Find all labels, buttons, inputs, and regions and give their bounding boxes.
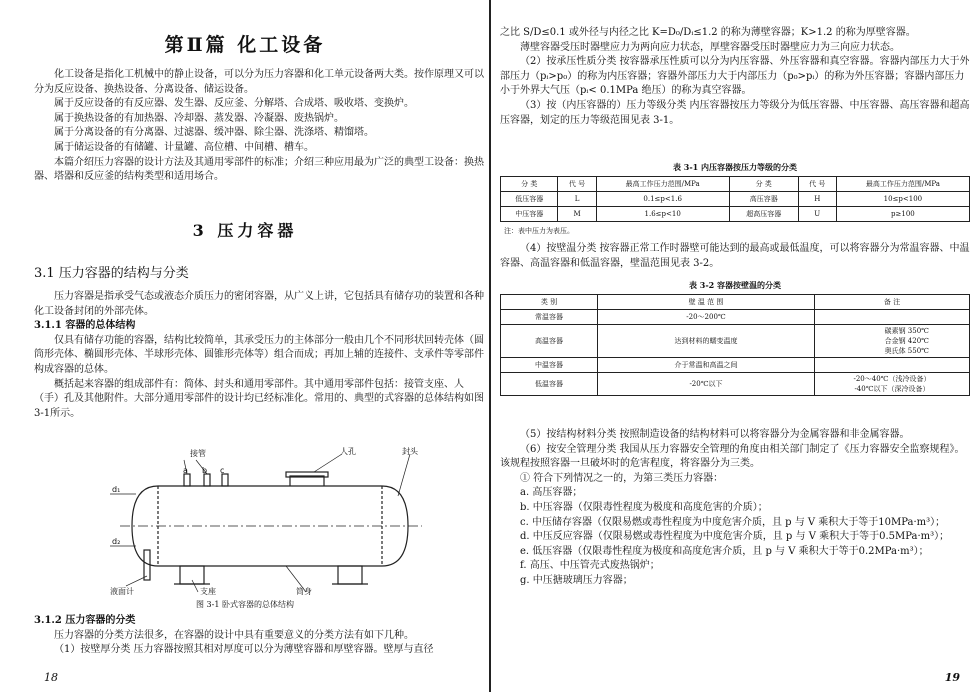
- intro-para: 属于分离设备的有分离器、过滤器、缓冲器、除尘器、洗涤塔、精馏塔。: [54, 127, 374, 139]
- table-cell: -20～200℃: [598, 310, 815, 325]
- label-manhole: 人孔: [340, 447, 356, 456]
- body-para: （4）按壁温分类 按容器正常工作时器壁可能达到的最高或最低温度，可以将容器分为常温容器、中温容器、高温容器和低温容器，壁温范围见表 3-2。: [500, 243, 970, 269]
- body-para: （5）按结构材料分类 按照制造设备的结构材料可以将容器分为金属容器和非金属容器。: [520, 429, 910, 440]
- subsection-title: 3.1.2 压力容器的分类: [34, 615, 136, 626]
- label-c: c: [220, 466, 225, 475]
- table-row: [501, 325, 970, 358]
- section-para: 压力容器是指承受气态或液态介质压力的密闭容器，从广义上讲，它包括具有储存功的装置和各种化工设备封闭的外部壳体。: [34, 291, 484, 317]
- list-item: b. 中压容器（仅限毒性程度为极度和高度危害的介质）；: [520, 501, 768, 513]
- label-d2: d₂: [112, 537, 121, 546]
- table-cell: 高压容器: [729, 192, 798, 207]
- table-cell: 低温容器: [501, 373, 598, 396]
- table-cell: 低压容器: [501, 192, 558, 207]
- label-support: 支座: [200, 587, 216, 596]
- table-cell: 中温容器: [501, 358, 598, 373]
- table1-caption: 表 3-1 内压容器按压力等级的分类: [672, 162, 798, 172]
- vessel-figure: [110, 446, 440, 596]
- table-header: 备 注: [815, 295, 970, 310]
- page-spine: [489, 0, 491, 692]
- table-header: 代 号: [558, 177, 596, 192]
- table-cell: 高温容器: [501, 325, 598, 358]
- table-row: [501, 310, 970, 325]
- table-cell: U: [798, 207, 836, 222]
- chapter-title: 3 压力容器: [192, 221, 298, 240]
- body-para: ① 符合下列情况之一的，为第三类压力容器：: [520, 472, 724, 484]
- intro-block: [34, 68, 486, 185]
- table-cell: 超高压容器: [729, 207, 798, 222]
- section-body: [34, 290, 486, 421]
- table-header: 壁 温 范 围: [598, 295, 815, 310]
- right-bottom-block: [500, 428, 970, 589]
- label-b: b: [202, 466, 208, 475]
- table-row: [501, 192, 970, 207]
- list-item: g. 中压搪玻璃压力容器；: [520, 574, 633, 586]
- note-line: -40℃以下（深冷设备）: [854, 385, 930, 393]
- subsection-para: 仅具有储存功能的容器，结构比较简单，其承受压力的主体部分一般由几个不同形状回转壳体（圆筒形壳体、椭圆形壳体、半球形壳体、圆锥形壳体等）组合而成；再加上辅的连接件、支承件等零部件构成容器的总体。: [34, 334, 484, 375]
- table-header: 类 别: [501, 295, 598, 310]
- intro-para: 本篇介绍压力容器的设计方法及其通用零部件的标准；介绍三种应用最为广泛的典型工设备：换热器、塔器和反应釜的结构类型和适用场合。: [34, 156, 484, 183]
- subsection2-block: [34, 614, 486, 658]
- section-title: 3.1 压力容器的结构与分类: [34, 266, 189, 281]
- table-cell: 常温容器: [501, 310, 598, 325]
- table-cell: p≥100: [836, 207, 969, 222]
- temp-para-block: [500, 242, 970, 271]
- wall-temp-table: [500, 294, 970, 396]
- list-item: c. 中压储存容器（仅限易燃或毒性程度为中度危害介质，且 p 与 V 乘积大于等于10MPa·m³）；: [520, 516, 946, 528]
- table-cell: M: [558, 207, 596, 222]
- table-header: 最高工作压力范围/MPa: [596, 177, 729, 192]
- table-cell: [815, 310, 970, 325]
- table-cell: 达到材料的蠕变温度: [598, 325, 815, 358]
- part-title: 第Ⅱ篇 化工设备: [164, 34, 326, 56]
- intro-para: 属于储运设备的有储罐、计量罐、高位槽、中间槽、槽车。: [54, 141, 314, 153]
- subsection-para: 概括起来容器的组成部件有：简体、封头和通用零部件。其中通用零部件包括：接管支座、人（手）孔及其他附件。大部分通用零部件的设计均已经标准化。常用的、典型的式容器的总体结构如图3-1所示。: [34, 378, 484, 419]
- list-item: e. 低压容器（仅限毒性程度为极度和高度危害介质，且 p 与 V 乘积大于等于0.2MPa·m³）；: [520, 545, 929, 557]
- right-top-block: [500, 26, 970, 128]
- label-nozzle: 接管: [190, 449, 206, 458]
- table-cell: [815, 358, 970, 373]
- table-cell: 10≤p<100: [836, 192, 969, 207]
- note-line: 碳素钢 350℃: [884, 327, 929, 335]
- body-para: 薄壁容器受压时器壁应力为两向应力状态，厚壁容器受压时器壁应力为三向应力状态。: [520, 41, 900, 53]
- body-para: （2）按承压性质分类 按容器承压性质可以分为内压容器、外压容器和真空容器。容器内部压力大于外部压力（pᵢ>p₀）的称为内压容器；容器外部压力大于内部压力（p₀>pᵢ）的称为外压容器；容器内部压力小于外界大气压（pᵢ< 0.1MPa 绝压）的称为真空容器。: [500, 56, 970, 97]
- table-row: [501, 373, 970, 396]
- body-para: （3）按（内压容器的）压力等级分类 内压容器按压力等级分为低压容器、中压容器、高压容器和超高压容器，划定的压力等级范围见表 3-1。: [500, 99, 970, 126]
- table-cell: [815, 373, 970, 396]
- note-line: -20～40℃（浅冷设备）: [853, 375, 931, 383]
- table-cell: L: [558, 192, 596, 207]
- subsection-para: 压力容器的分类方法很多，在容器的设计中具有重要意义的分类方法有如下几种。: [54, 629, 414, 641]
- table-header: 分 类: [501, 177, 558, 192]
- note-line: 奥氏体 550℃: [884, 347, 929, 355]
- table-header: 分 类: [729, 177, 798, 192]
- table-header: 代 号: [798, 177, 836, 192]
- list-item: d. 中压反应容器（仅限易燃或毒性程度为中度危害介质，且 p 与 V 乘积大于等于0.5MPa·m³）；: [520, 531, 950, 543]
- page-number: 18: [44, 671, 58, 684]
- pressure-class-table: [500, 176, 970, 222]
- table1-note: 注：表中压力为表压。: [504, 227, 574, 235]
- intro-para: 属于反应设备的有反应器、发生器、反应釜、分解塔、合成塔、吸收塔、变换炉。: [54, 98, 414, 110]
- body-para: （6）按安全管理分类 我国从压力容器安全管理的角度由相关部门制定了《压力容器安全监察规程》。该规程按照容器一旦破坏时的危害程度，将容器分为三类。: [500, 443, 965, 470]
- intro-para: 属于换热设备的有加热器、冷却器、蒸发器、冷凝器、废热锅炉。: [54, 112, 344, 124]
- table-header-row: [501, 177, 970, 192]
- label-head: 封头: [402, 447, 418, 456]
- table-cell: -20℃以下: [598, 373, 815, 396]
- table-header-row: [501, 295, 970, 310]
- label-d1: d₁: [112, 485, 121, 494]
- label-a: a: [183, 466, 188, 475]
- label-shell: 筒身: [296, 587, 312, 596]
- table-row: [501, 207, 970, 222]
- table-cell: 介于常温和高温之间: [598, 358, 815, 373]
- table-cell: [815, 325, 970, 358]
- table-header: 最高工作压力范围/MPa: [836, 177, 969, 192]
- figure-caption: 图 3-1 卧式容器的总体结构: [196, 600, 294, 609]
- subsection-title: 3.1.1 容器的总体结构: [34, 320, 136, 332]
- table-cell: 1.6≤p<10: [596, 207, 729, 222]
- table2-caption: 表 3-2 容器按壁温的分类: [688, 280, 782, 290]
- table-cell: H: [798, 192, 836, 207]
- page-number: 19: [944, 671, 960, 684]
- list-item: f. 高压、中压管壳式废热锅炉；: [520, 560, 660, 572]
- intro-para: 化工设备是指化工机械中的静止设备，可以分为压力容器和化工单元设备两大类。按作原理又可以分为反应设备、换热设备、分离设备、储运设备。: [34, 69, 484, 95]
- table-cell: 中压容器: [501, 207, 558, 222]
- list-item: a. 高压容器；: [520, 487, 583, 499]
- table-cell: 0.1≤p<1.6: [596, 192, 729, 207]
- table-row: [501, 358, 970, 373]
- subsection-para: （1）按壁厚分类 压力容器按照其相对厚度可以分为薄壁容器和厚壁容器。壁厚与直径: [54, 644, 434, 656]
- note-line: 合金钢 420℃: [884, 337, 929, 345]
- right-page: [492, 0, 980, 692]
- label-gauge: 液面计: [110, 587, 134, 596]
- body-para: 之比 S/D≤0.1 或外径与内径之比 K=D₀/Dᵢ≤1.2 的称为薄壁容器；K>1.2 的称为厚壁容器。: [500, 27, 916, 38]
